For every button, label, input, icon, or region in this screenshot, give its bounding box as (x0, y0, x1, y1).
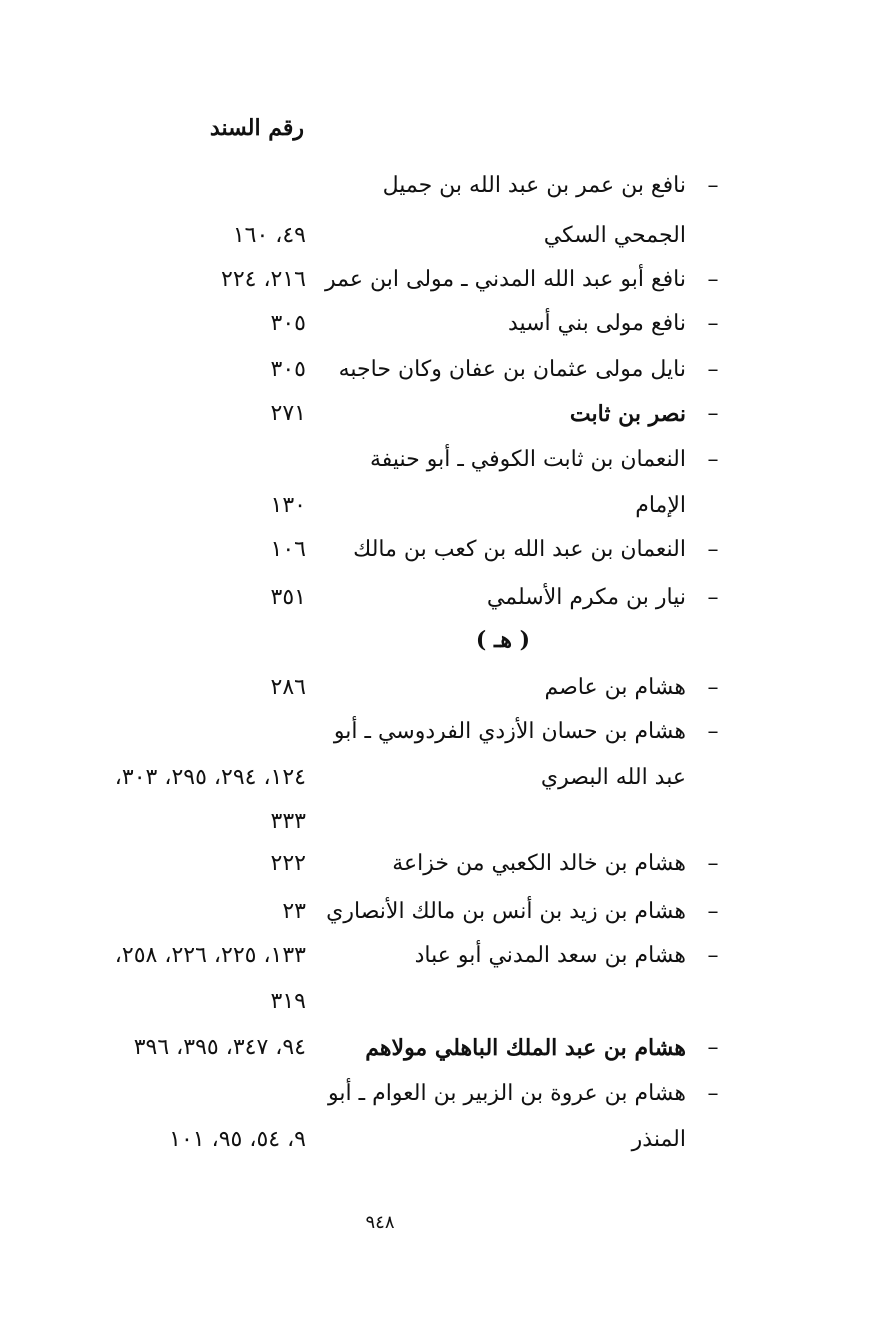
entry-name: نافع بن عمر بن عبد الله بن جميل (382, 173, 686, 198)
entry-refs: ١٣٣، ٢٢٥، ٢٢٦، ٢٥٨، (114, 943, 306, 968)
entry-dash: – (707, 851, 719, 876)
entry-refs: ٩٤، ٣٤٧، ٣٩٥، ٣٩٦ (133, 1035, 306, 1060)
entry-name-continuation: عبد الله البصري (540, 765, 686, 790)
entry-name-continuation: الإمام (635, 493, 686, 518)
entry-name: نايل مولى عثمان بن عفان وكان حاجبه (338, 357, 686, 382)
entry-dash: – (707, 899, 719, 924)
entry-dash: – (707, 267, 719, 292)
entry-refs-continuation: ٣٣٣ (270, 809, 306, 834)
entry-dash: – (707, 173, 719, 198)
entry-refs: ٢٣ (282, 899, 306, 924)
entry-refs: ٤٩، ١٦٠ (232, 223, 306, 248)
entry-name: نيار بن مكرم الأسلمي (486, 585, 686, 610)
entry-dash: – (707, 537, 719, 562)
entry-name: هشام بن حسان الأزدي الفردوسي ـ أبو (333, 719, 686, 744)
entry-dash: – (707, 447, 719, 472)
entry-name: هشام بن سعد المدني أبو عباد (414, 943, 686, 968)
entry-dash: – (707, 719, 719, 744)
entry-dash: – (707, 943, 719, 968)
entry-refs-continuation: ٣١٩ (270, 989, 306, 1014)
entry-name: النعمان بن ثابت الكوفي ـ أبو حنيفة (369, 447, 686, 472)
entry-dash: – (707, 357, 719, 382)
entry-name: هشام بن زيد بن أنس بن مالك الأنصاري (326, 899, 686, 924)
entry-name: هشام بن خالد الكعبي من خزاعة (392, 851, 686, 876)
entry-name: نافع أبو عبد الله المدني ـ مولى ابن عمر (325, 267, 686, 292)
entry-dash: – (707, 585, 719, 610)
entry-name: هشام بن عاصم (544, 675, 686, 700)
entry-dash: – (707, 1035, 719, 1060)
entry-refs: ١٣٠ (270, 493, 306, 518)
entry-refs: ٣٥١ (270, 585, 306, 610)
entry-name: نافع مولى بني أسيد (507, 311, 686, 336)
entry-dash: – (707, 311, 719, 336)
entry-name: نصر بن ثابت (569, 401, 686, 427)
entry-dash: – (707, 675, 719, 700)
entry-refs: ٣٠٥ (270, 357, 306, 382)
column-header: رقم السند (209, 115, 304, 141)
section-heading: ( هـ ) (475, 627, 531, 653)
entry-refs: ١٠٦ (270, 537, 306, 562)
entry-name-continuation: المنذر (631, 1127, 686, 1152)
entry-name-continuation: الجمحي السكي (543, 223, 686, 248)
entry-name: هشام بن عروة بن الزبير بن العوام ـ أبو (328, 1081, 686, 1106)
entry-refs: ٩، ٥٤، ٩٥، ١٠١ (169, 1127, 306, 1152)
entry-name: النعمان بن عبد الله بن كعب بن مالك (353, 537, 686, 562)
entry-refs: ٢٢٢ (270, 851, 306, 876)
entry-refs: ٢٧١ (270, 401, 306, 426)
entry-dash: – (707, 1081, 719, 1106)
entry-refs: ١٢٤، ٢٩٤، ٢٩٥، ٣٠٣، (114, 765, 306, 790)
entry-refs: ٢٨٦ (270, 675, 306, 700)
entry-refs: ٣٠٥ (270, 311, 306, 336)
entry-name: هشام بن عبد الملك الباهلي مولاهم (365, 1035, 686, 1061)
entry-refs: ٢١٦، ٢٢٤ (221, 267, 306, 292)
page-number: ٩٤٨ (365, 1212, 395, 1233)
entry-dash: – (707, 401, 719, 426)
